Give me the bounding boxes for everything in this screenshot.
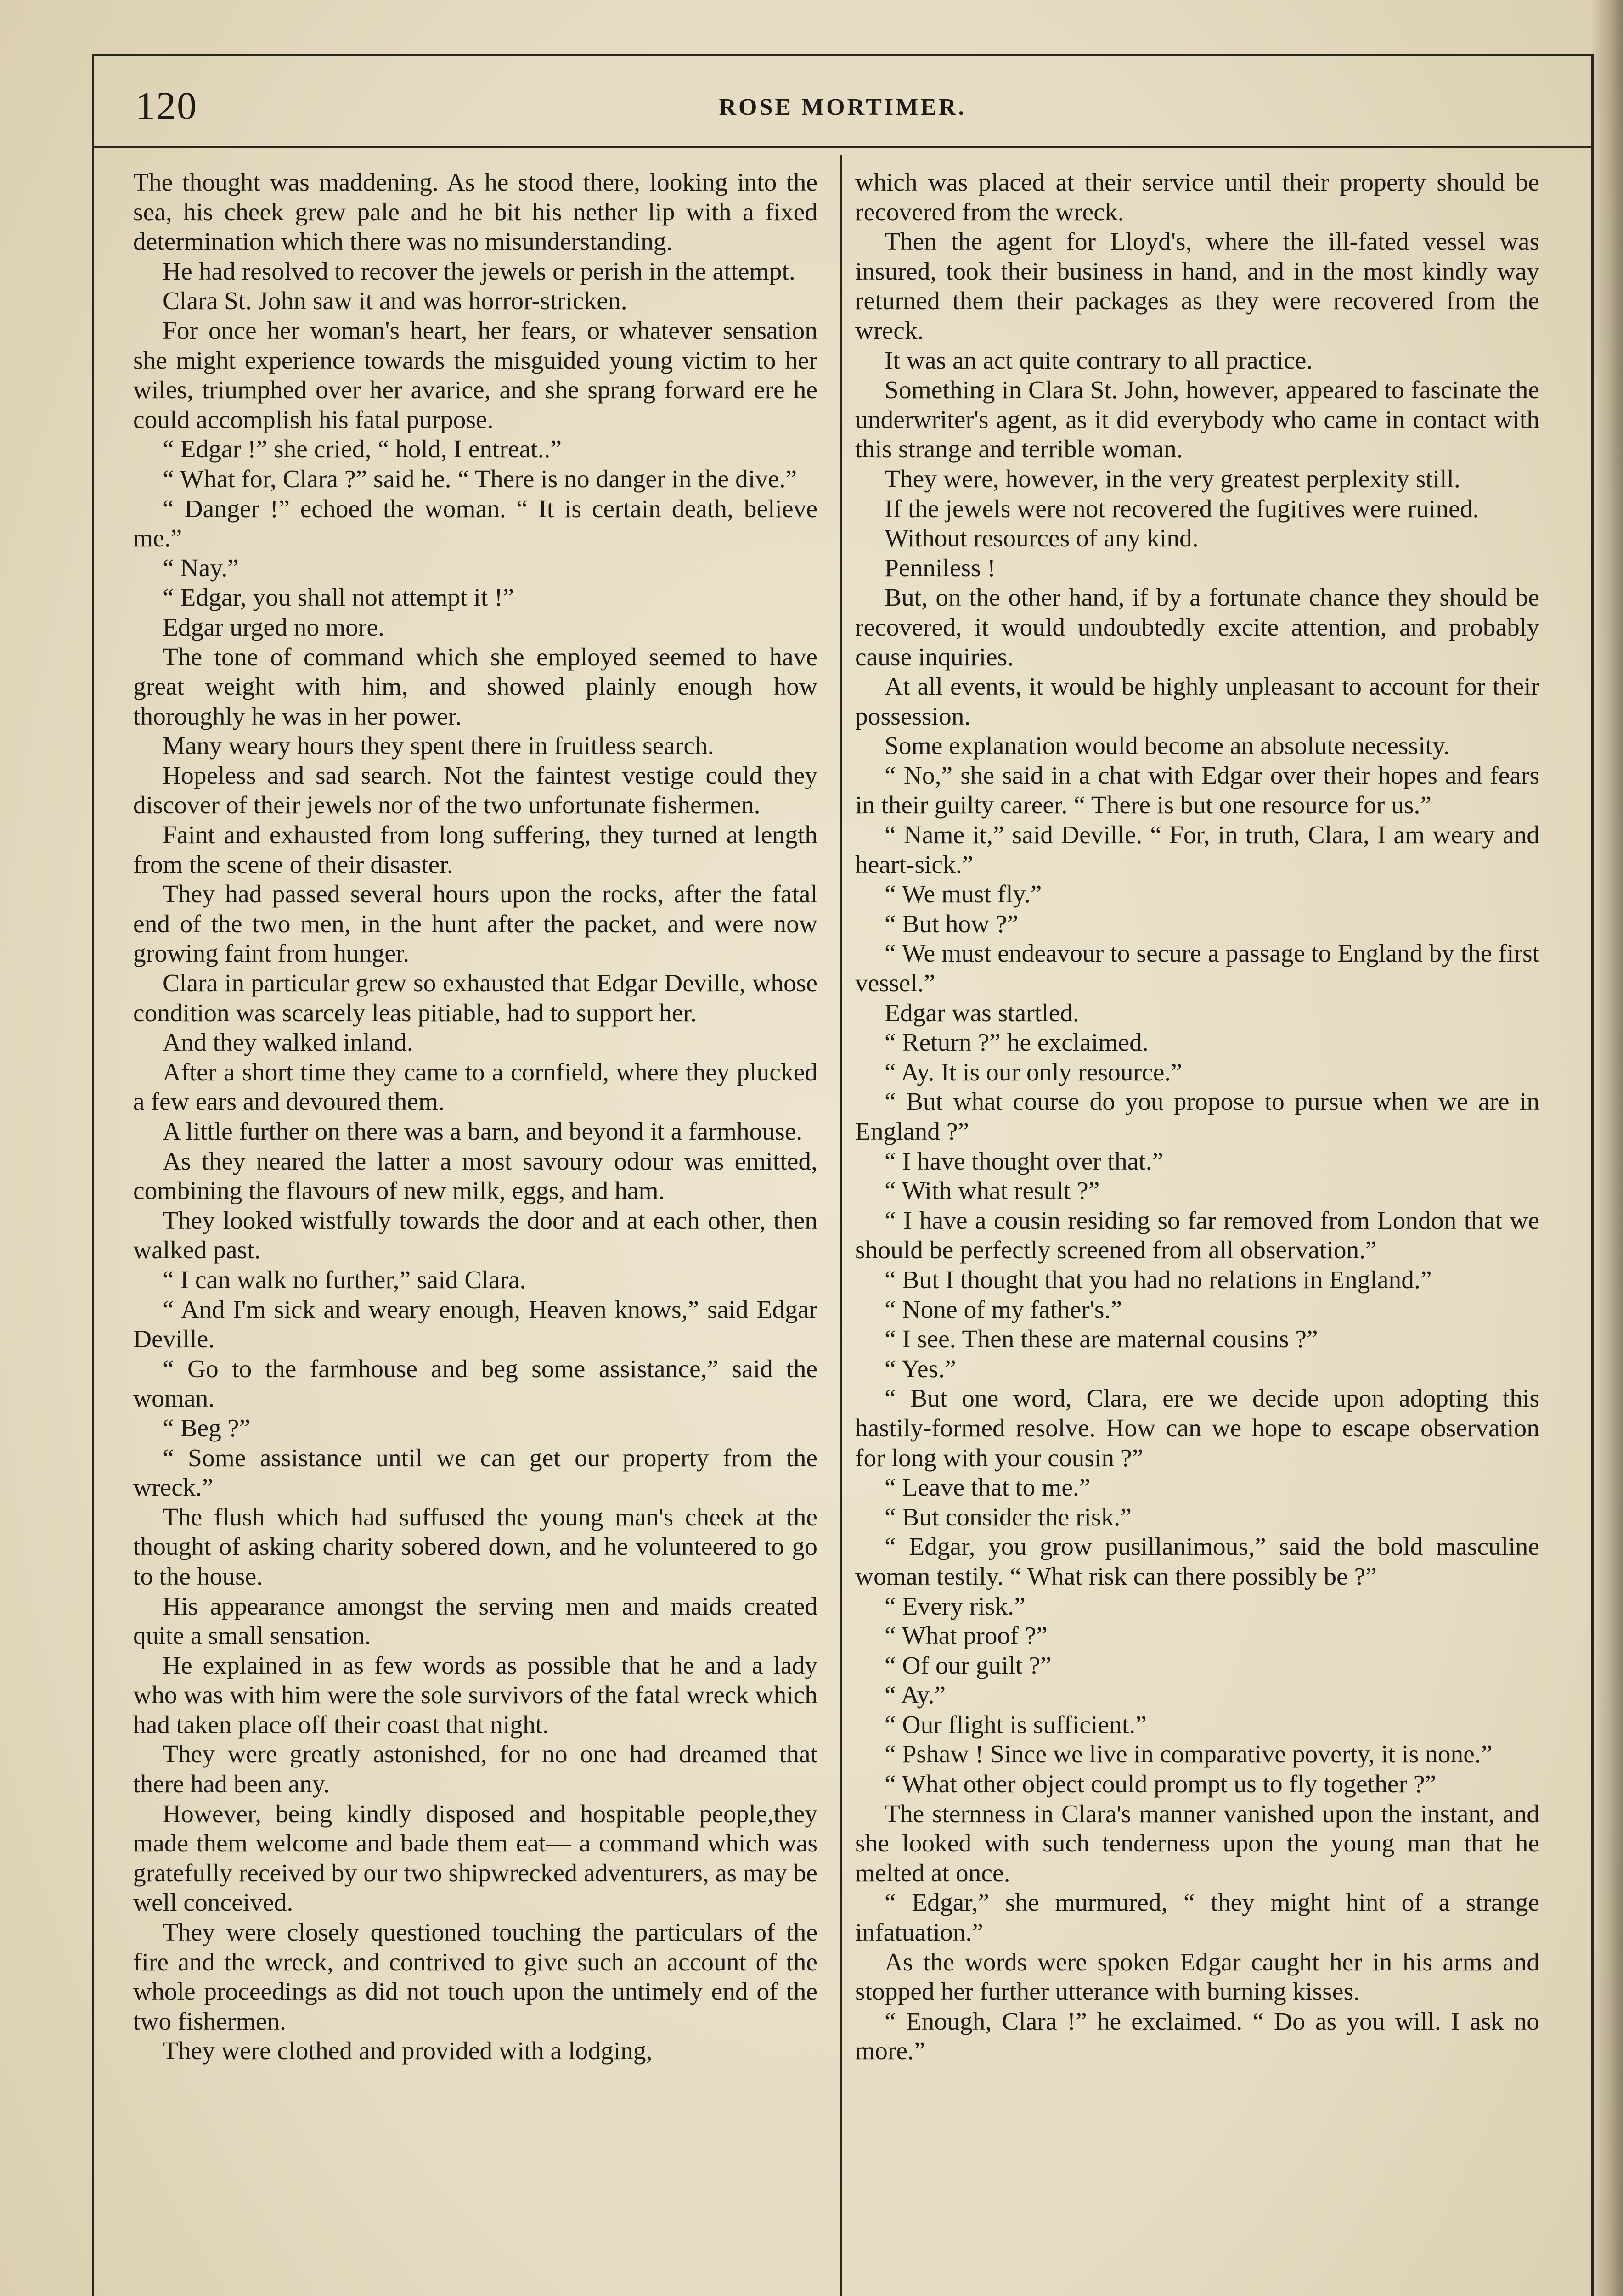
paragraph: “ Edgar, you shall not attempt it !” xyxy=(163,584,514,612)
paragraph: The flush which had suffused the young man's cheek at the thought of asking charity sobered down, and he volunteered to go to the house. xyxy=(133,1503,817,1591)
paragraph: “ None of my father's.” xyxy=(885,1295,1122,1324)
paragraph: “ Every risk.” xyxy=(885,1592,1026,1621)
paragraph: The sternness in Clara's manner vanished upon the instant, and she looked with such tenderness upon the young man that he melted at once. xyxy=(855,1800,1539,1887)
binding-shadow xyxy=(1591,0,1623,2296)
paragraph: “ What proof ?” xyxy=(885,1622,1048,1650)
paragraph: “ Ay.” xyxy=(885,1681,946,1710)
paragraph: “ Return ?” he exclaimed. xyxy=(885,1029,1149,1057)
paragraph: “ Beg ?” xyxy=(163,1414,251,1442)
paragraph: “ But what course do you propose to pursue when we are in England ?” xyxy=(855,1088,1539,1146)
paragraph: At all events, it would be highly unpleasant to account for their possession. xyxy=(855,673,1539,731)
paragraph: “ Ay. It is our only resource.” xyxy=(885,1058,1182,1086)
paragraph: They were clothed and provided with a lodging, xyxy=(163,2037,653,2065)
paragraph: As the words were spoken Edgar caught her in his arms and stopped her further utterance with burning kisses. xyxy=(855,1948,1539,2006)
paragraph: It was an act quite contrary to all practice. xyxy=(885,346,1313,375)
paragraph: The tone of command which she employed seemed to have great weight with him, and showed plainly enough how thoroughly he was in her power. xyxy=(133,643,817,731)
paragraph: “ Edgar !” she cried, “ hold, I entreat..” xyxy=(163,435,562,464)
column-divider xyxy=(840,155,842,2296)
paragraph: “ I can walk no further,” said Clara. xyxy=(163,1266,526,1294)
left-column xyxy=(133,168,817,2066)
running-title: ROSE MORTIMER. xyxy=(719,94,967,120)
paragraph: “ Yes.” xyxy=(885,1355,956,1383)
paragraph: “ What for, Clara ?” said he. “ There is no danger in the dive.” xyxy=(163,465,797,493)
paragraph: Clara St. John saw it and was horror-stricken. xyxy=(163,287,627,315)
paragraph: He had resolved to recover the jewels or perish in the attempt. xyxy=(163,257,795,286)
paragraph: “ But consider the risk.” xyxy=(885,1503,1132,1531)
paragraph: “ We must fly.” xyxy=(885,880,1042,909)
paragraph: “ And I'm sick and weary enough, Heaven knows,” said Edgar Deville. xyxy=(133,1295,817,1354)
paragraph: Then the agent for Lloyd's, where the ill-fated vessel was insured, took their business in hand, and in the most kindly way returned them their packages as they were recovered from the wreck. xyxy=(855,228,1539,345)
paragraph: They were greatly astonished, for no one had dreamed that there had been any. xyxy=(133,1740,817,1799)
paragraph: The thought was maddening. As he stood there, looking into the sea, his cheek grew pale and he bit his nether lip with a fixed determination which there was no misunderstanding. xyxy=(133,169,817,256)
paragraph: They were closely questioned touching the particulars of the fire and the wreck, and contrived to give such an account of the whole proceedings as did not touch upon the untimely end of the two fishermen. xyxy=(133,1919,817,2036)
paragraph: They looked wistfully towards the door and at each other, then walked past. xyxy=(133,1206,817,1265)
paragraph: “ We must endeavour to secure a passage to England by the first vessel.” xyxy=(855,940,1539,998)
paragraph: “ Nay.” xyxy=(163,554,239,582)
paragraph: He explained in as few words as possible that he and a lady who was with him were the sole survivors of the fatal wreck which had taken place off their coast that night. xyxy=(133,1651,817,1739)
paragraph: “ Leave that to me.” xyxy=(885,1474,1091,1502)
paragraph: Some explanation would become an absolute necessity. xyxy=(885,732,1450,760)
paragraph: “ With what result ?” xyxy=(885,1177,1100,1205)
paragraph: A little further on there was a barn, and beyond it a farmhouse. xyxy=(163,1118,803,1146)
paragraph: Hopeless and sad search. Not the faintest vestige could they discover of their jewels nor of the two unfortunate fishermen. xyxy=(133,761,817,820)
paragraph: “ But I thought that you had no relations in England.” xyxy=(885,1266,1432,1294)
paragraph: As they neared the latter a most savoury odour was emitted, combining the flavours of new milk, eggs, and ham. xyxy=(133,1147,817,1205)
header-rule xyxy=(92,146,1594,148)
paragraph: And they walked inland. xyxy=(163,1029,413,1057)
paragraph: “ Go to the farmhouse and beg some assistance,” said the woman. xyxy=(133,1355,817,1413)
paragraph: “ Some assistance until we can get our property from the wreck.” xyxy=(133,1444,817,1502)
paragraph: “ I have thought over that.” xyxy=(885,1147,1164,1176)
paragraph: Edgar urged no more. xyxy=(163,613,384,642)
paragraph: “ Edgar, you grow pusillanimous,” said the bold masculine woman testily. “ What risk can there possibly be ?” xyxy=(855,1533,1539,1591)
paragraph: “ But how ?” xyxy=(885,910,1019,938)
paragraph: which was placed at their service until their property should be recovered from the wreck. xyxy=(855,169,1539,226)
paragraph: “ I see. Then these are maternal cousins ?” xyxy=(885,1325,1318,1354)
paragraph: Penniless ! xyxy=(885,554,996,582)
paragraph: Without resources of any kind. xyxy=(885,524,1199,553)
paragraph: Many weary hours they spent there in fruitless search. xyxy=(163,732,714,760)
paragraph: “ Danger !” echoed the woman. “ It is certain death, believe me.” xyxy=(133,495,817,553)
paragraph: His appearance amongst the serving men and maids created quite a small sensation. xyxy=(133,1592,817,1650)
paragraph: If the jewels were not recovered the fugitives were ruined. xyxy=(885,495,1479,523)
paragraph: Clara in particular grew so exhausted that Edgar Deville, whose condition was scarcely leas pitiable, had to support her. xyxy=(133,969,817,1027)
paragraph: They had passed several hours upon the rocks, after the fatal end of the two men, in the hunt after the packet, and were now growing faint from hunger. xyxy=(133,880,817,968)
paragraph: “ Our flight is sufficient.” xyxy=(885,1711,1147,1739)
paragraph: Edgar was startled. xyxy=(885,999,1079,1027)
paragraph: “ Edgar,” she murmured, “ they might hint of a strange infatuation.” xyxy=(855,1889,1539,1947)
paragraph: “ Of our guilt ?” xyxy=(885,1651,1052,1680)
paragraph: Something in Clara St. John, however, appeared to fascinate the underwriter's agent, as it did everybody who came in contact with this strange and terrible woman. xyxy=(855,376,1539,464)
paragraph: “ Name it,” said Deville. “ For, in truth, Clara, I am weary and heart-sick.” xyxy=(855,821,1539,879)
paragraph: “ What other object could prompt us to fly together ?” xyxy=(885,1770,1437,1799)
paragraph: They were, however, in the very greatest perplexity still. xyxy=(885,465,1460,493)
right-column xyxy=(855,168,1539,2066)
paragraph: However, being kindly disposed and hospitable people,they made them welcome and bade them eat— a command which was gratefully received by our two shipwrecked adventurers, as may be well conceived. xyxy=(133,1800,817,1917)
paragraph: After a short time they came to a cornfield, where they plucked a few ears and devoured them. xyxy=(133,1058,817,1116)
paragraph: “ Pshaw ! Since we live in comparative poverty, it is none.” xyxy=(885,1740,1493,1769)
paragraph: Faint and exhausted from long suffering, they turned at length from the scene of their disaster. xyxy=(133,821,817,879)
paragraph: “ Enough, Clara !” he exclaimed. “ Do as you will. I ask no more.” xyxy=(855,2007,1539,2065)
page-number: 120 xyxy=(135,84,197,128)
paragraph: “ I have a cousin residing so far removed from London that we should be perfectly screened from all observation.” xyxy=(855,1206,1539,1265)
paragraph: “ But one word, Clara, ere we decide upon adopting this hastily-formed resolve. How can we hope to escape observation for long with your cousin ?” xyxy=(855,1384,1539,1472)
paragraph: For once her woman's heart, her fears, or whatever sensation she might experience towards the misguided young victim to her wiles, triumphed over her avarice, and she sprang forward ere he could accomplish his fatal purpose. xyxy=(133,316,817,434)
paragraph: But, on the other hand, if by a fortunate chance they should be recovered, it would undoubtedly excite attention, and probably cause inquiries. xyxy=(855,584,1539,671)
page-header xyxy=(92,78,1594,138)
paragraph: “ No,” she said in a chat with Edgar over their hopes and fears in their guilty career. “ There is but one resource for us.” xyxy=(855,761,1539,820)
